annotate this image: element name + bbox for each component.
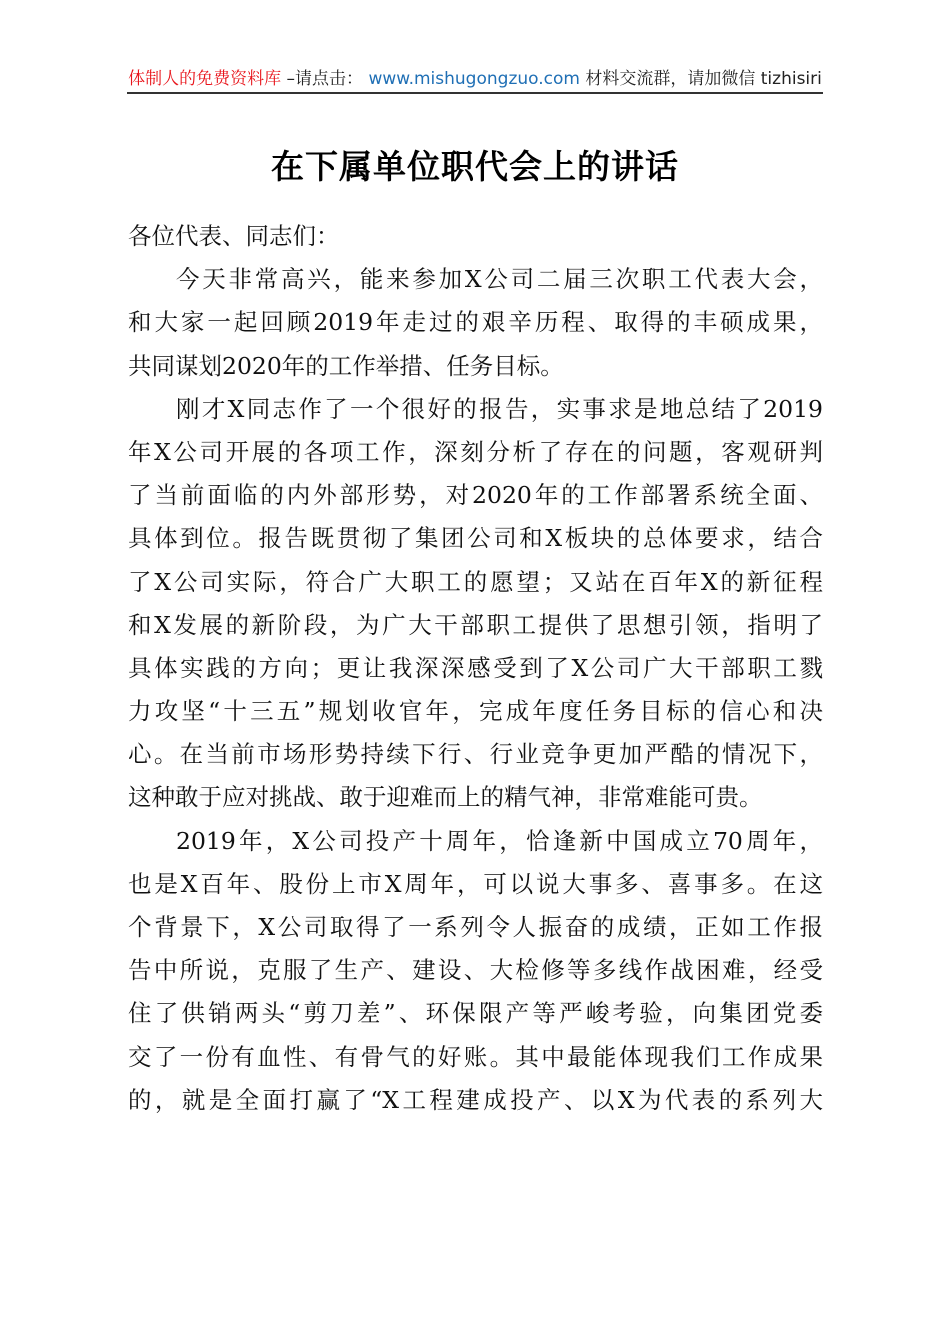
- paragraph-line: 心。在当前市场形势持续下行、行业竞争更加严酷的情况下，: [128, 740, 823, 769]
- header-prompt: –请点击：: [286, 69, 364, 89]
- paragraph-1: [128, 258, 823, 388]
- document-body: [128, 215, 823, 1122]
- paragraph-line: 了X公司实际，符合广大职工的愿望；又站在百年X的新征程: [128, 567, 823, 596]
- paragraph-line: 共同谋划2020年的工作举措、任务目标。: [128, 351, 564, 380]
- header-divider: [127, 92, 823, 94]
- paragraph-line: 具体到位。报告既贯彻了集团公司和X板块的总体要求，结合: [128, 524, 823, 553]
- paragraph-line: 2019年，X公司投产十周年，恰逢新中国成立70周年，: [176, 826, 823, 855]
- paragraph-line: 告中所说，克服了生产、建设、大检修等多线作战困难，经受: [128, 956, 823, 985]
- paragraph-line: 刚才X同志作了一个很好的报告，实事求是地总结了2019: [176, 394, 823, 423]
- salutation: 各位代表、同志们：: [128, 222, 340, 250]
- paragraph-line: 和大家一起回顾2019年走过的艰辛历程、取得的丰硕成果，: [128, 308, 823, 337]
- paragraph-line: 年X公司开展的各项工作，深刻分析了存在的问题，客观研判: [128, 437, 823, 466]
- paragraph-2: [128, 388, 823, 820]
- document-title: 在下属单位职代会上的讲话: [271, 147, 679, 186]
- header-brand: 体制人的免费资料库: [128, 69, 282, 89]
- header-note: 材料交流群，请加微信 tizhisiri: [585, 69, 822, 89]
- page-header: [127, 66, 823, 92]
- header-url-link[interactable]: www.mishugongzuo.com: [368, 69, 580, 89]
- paragraph-line: 交了一份有血性、有骨气的好账。其中最能体现我们工作成果: [128, 1042, 823, 1071]
- paragraph-line: 个背景下，X公司取得了一系列令人振奋的成绩，正如工作报: [128, 913, 823, 941]
- paragraph-line: 具体实践的方向；更让我深深感受到了X公司广大干部职工戮: [128, 653, 823, 682]
- paragraph-line: 了当前面临的内外部形势，对2020年的工作部署系统全面、: [128, 481, 823, 510]
- paragraph-line: 和X发展的新阶段，为广大干部职工提供了思想引领，指明了: [128, 610, 823, 639]
- paragraph-3: [128, 820, 823, 1122]
- paragraph-line: 也是X百年、股份上市X周年，可以说大事多、喜事多。在这: [128, 869, 823, 898]
- paragraph-line: 今天非常高兴，能来参加X公司二届三次职工代表大会，: [176, 265, 823, 294]
- paragraph-line: 住了供销两头“剪刀差”、环保限产等严峻考验，向集团党委: [128, 999, 823, 1028]
- paragraph-line: 的，就是全面打赢了“X工程建成投产、以X为代表的系列大: [128, 1085, 823, 1114]
- paragraph-line: 这种敢于应对挑战、敢于迎难而上的精气神，非常难能可贵。: [128, 783, 763, 812]
- paragraph-line: 力攻坚“十三五”规划收官年，完成年度任务目标的信心和决: [128, 697, 823, 726]
